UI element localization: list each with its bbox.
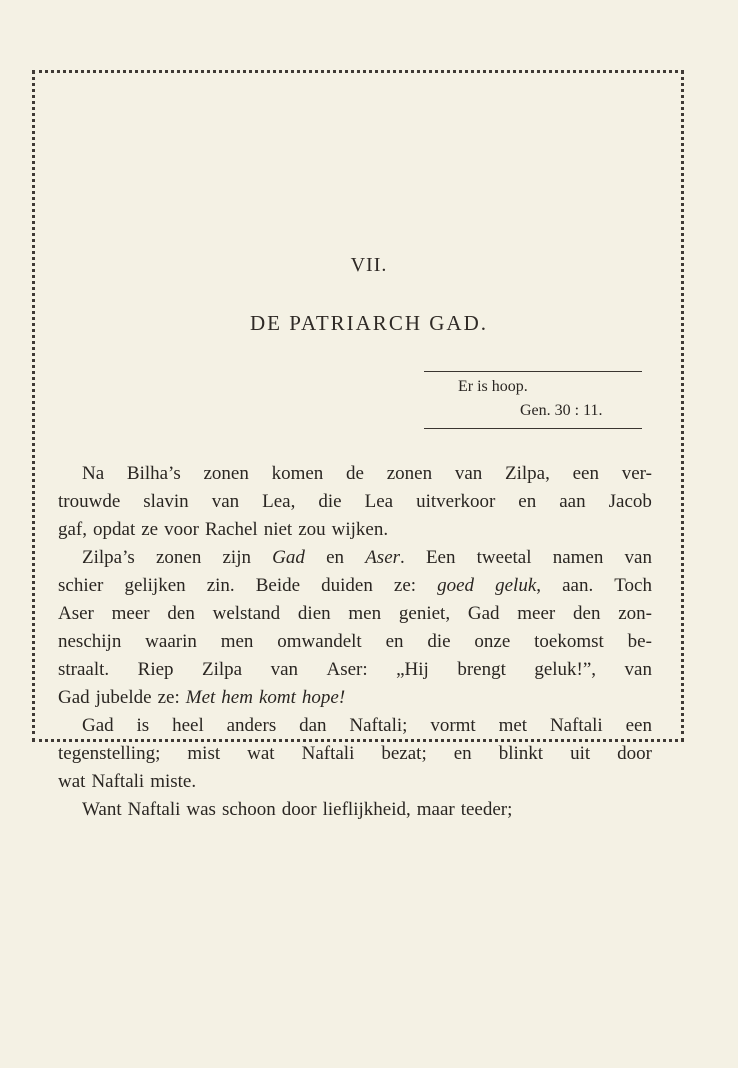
word: duiden [321, 575, 373, 596]
word: en [326, 547, 345, 568]
word: Lea, [262, 491, 296, 512]
word: den [167, 603, 195, 624]
word: Zilpa, [504, 463, 550, 484]
word: wijken. [331, 519, 389, 540]
word: Naftali [91, 771, 145, 792]
word: blinkt [498, 743, 544, 764]
word: Aser [58, 603, 94, 624]
word: Gad [272, 547, 305, 568]
word: Na [82, 463, 105, 484]
word: met [498, 715, 528, 736]
word: aan. [562, 575, 594, 596]
word: gelijken [124, 575, 186, 596]
word: van [270, 659, 299, 680]
word: lieflijkheid, [322, 799, 411, 820]
word: Naftali [549, 715, 603, 736]
word: en [385, 631, 404, 652]
word: komen [271, 463, 324, 484]
text-line [58, 656, 652, 684]
word: omwandelt [277, 631, 362, 652]
text-line [58, 516, 652, 544]
word: be- [627, 631, 652, 652]
word: heel [172, 715, 204, 736]
word: ver- [621, 463, 652, 484]
word: mist [187, 743, 221, 764]
word: Naftali [127, 799, 181, 820]
word: Zilpa [202, 659, 243, 680]
word: een [572, 463, 599, 484]
word: onze [474, 631, 511, 652]
word: zonen [386, 463, 433, 484]
word: anders [226, 715, 277, 736]
text-line [58, 488, 652, 516]
word: zin. [206, 575, 235, 596]
word: Gad [82, 715, 114, 736]
text-line [58, 712, 652, 740]
text-line [58, 796, 652, 824]
text-line [58, 768, 652, 796]
word: miste. [150, 771, 197, 792]
text-line [58, 740, 652, 768]
chapter-title: DE PATRIARCH GAD. [249, 311, 488, 335]
word: van [624, 547, 652, 568]
word: van [454, 463, 483, 484]
word: Naftali [301, 743, 355, 764]
word: Jacob [608, 491, 652, 512]
word: Lea [364, 491, 394, 512]
word: wat [247, 743, 275, 764]
word: jubelde [95, 687, 152, 708]
word: van [211, 491, 240, 512]
word: men [348, 603, 382, 624]
word: een [625, 715, 652, 736]
word: zonen [155, 547, 202, 568]
word: Zilpa’s [82, 547, 135, 568]
word: zijn [222, 547, 251, 568]
word: en [453, 743, 472, 764]
word: de [346, 463, 364, 484]
text-line [58, 460, 652, 488]
word: aan [559, 491, 586, 512]
text-line [58, 628, 652, 656]
word: waarin [145, 631, 197, 652]
word: „Hij [396, 659, 429, 680]
epigraph-text: Er is hoop. [458, 378, 528, 395]
text-line [58, 544, 652, 572]
word: schier [58, 575, 104, 596]
word: opdat [93, 519, 136, 540]
text-line [58, 572, 652, 600]
word: Aser. [365, 547, 405, 568]
word: geluk!”, [534, 659, 597, 680]
word: gaf, [58, 519, 88, 540]
word: voor [164, 519, 199, 540]
word: ze [141, 519, 159, 540]
epigraph-rule-top [424, 371, 642, 372]
word: van [624, 659, 652, 680]
word: komt [258, 687, 296, 708]
word: schoon [221, 799, 276, 820]
word: Naftali; [349, 715, 408, 736]
word: welstand [212, 603, 281, 624]
word: Rachel [204, 519, 258, 540]
text-line [58, 600, 652, 628]
word: wat [58, 771, 86, 792]
word: ze: [393, 575, 417, 596]
chapter-number: VII. [350, 254, 388, 276]
word: die [318, 491, 342, 512]
word: niet [263, 519, 293, 540]
word: Een [425, 547, 456, 568]
word: neschijn [58, 631, 122, 652]
word: den [573, 603, 601, 624]
epigraph-rule-bottom [424, 428, 642, 429]
word: Aser: [326, 659, 368, 680]
word: slavin [143, 491, 189, 512]
word: men [220, 631, 254, 652]
word: trouwde [58, 491, 121, 512]
word: geniet, [398, 603, 451, 624]
word: straalt. [58, 659, 110, 680]
word: dien [297, 603, 331, 624]
text-line [58, 684, 652, 712]
word: teeder; [460, 799, 513, 820]
word: dan [299, 715, 327, 736]
word: Bilha’s [126, 463, 181, 484]
word: die [427, 631, 451, 652]
word: brengt [457, 659, 506, 680]
word: tegenstelling; [58, 743, 161, 764]
word: meer [111, 603, 150, 624]
word: Toch [614, 575, 652, 596]
word: hem [221, 687, 253, 708]
epigraph-reference: Gen. 30 : 11. [520, 402, 603, 419]
word: zon- [618, 603, 652, 624]
word: door [617, 743, 652, 764]
word: bezat; [381, 743, 427, 764]
word: Beide [255, 575, 301, 596]
word: Riep [137, 659, 174, 680]
word: Gad [467, 603, 500, 624]
word: meer [517, 603, 556, 624]
word: door [281, 799, 317, 820]
word: Gad [58, 687, 90, 708]
word: tweetal [476, 547, 532, 568]
word: vormt [430, 715, 476, 736]
word: Want [82, 799, 122, 820]
word: uitverkoor [416, 491, 496, 512]
word: uit [570, 743, 591, 764]
word: en [518, 491, 537, 512]
word: geluk, [495, 575, 542, 596]
word: maar [416, 799, 455, 820]
word: was [186, 799, 216, 820]
word: namen [552, 547, 604, 568]
word: zou [298, 519, 326, 540]
word: toekomst [534, 631, 604, 652]
word: is [136, 715, 150, 736]
body-text [58, 460, 652, 824]
word: Met [185, 687, 216, 708]
word: goed [437, 575, 475, 596]
word: ze: [157, 687, 180, 708]
word: hope! [301, 687, 346, 708]
word: zonen [203, 463, 249, 484]
